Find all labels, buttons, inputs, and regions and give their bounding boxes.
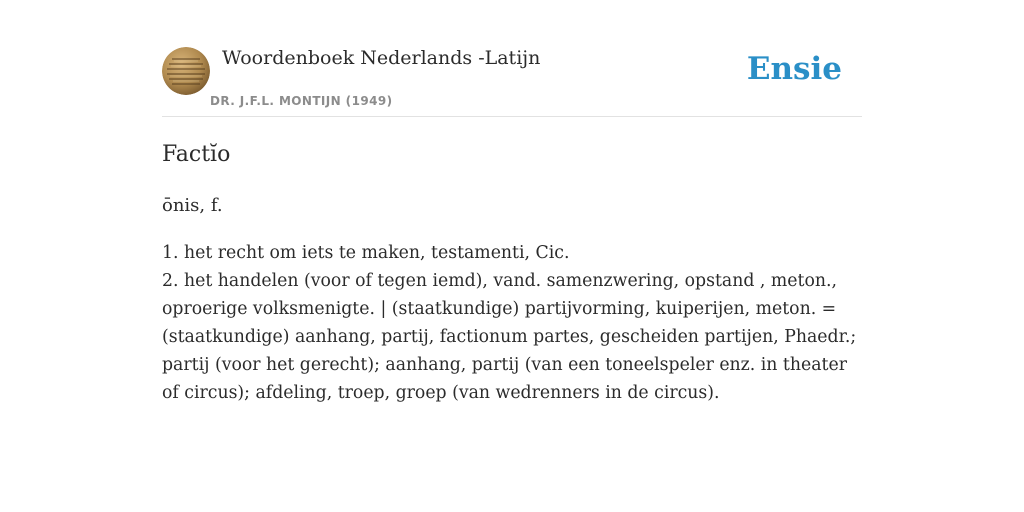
book-title[interactable]: Woordenboek Nederlands -Latijn — [222, 47, 541, 69]
book-author: DR. J.F.L. MONTIJN (1949) — [210, 94, 393, 108]
definition-item: 2. het handelen (voor of tegen iemd), vand. samenzwering, opstand , meton., oproerige volksmenigte. | (staatkundige) partijvorming, kuiperijen, meton. = (staatkundige) aanhang, partij, factionum partes, gescheiden partijen, Phaedr.; partij (voor het gerecht); aanhang, partij (van een toneelspeler enz. in theater of circus); afdeling, troep, groep (van wedrenners in de circus). — [162, 271, 857, 403]
entry-headword: Factĭo — [162, 142, 231, 167]
entry-definitions — [162, 239, 862, 407]
book-cover-thumbnail-icon[interactable] — [162, 47, 210, 95]
entry-card — [162, 0, 862, 512]
entry-header — [162, 0, 862, 117]
ensie-logo[interactable]: Ensie — [746, 51, 842, 87]
definition-item: 1. het recht om iets te maken, testamenti, Cic. — [162, 243, 570, 263]
entry-grammar: ōnis, f. — [162, 195, 223, 216]
